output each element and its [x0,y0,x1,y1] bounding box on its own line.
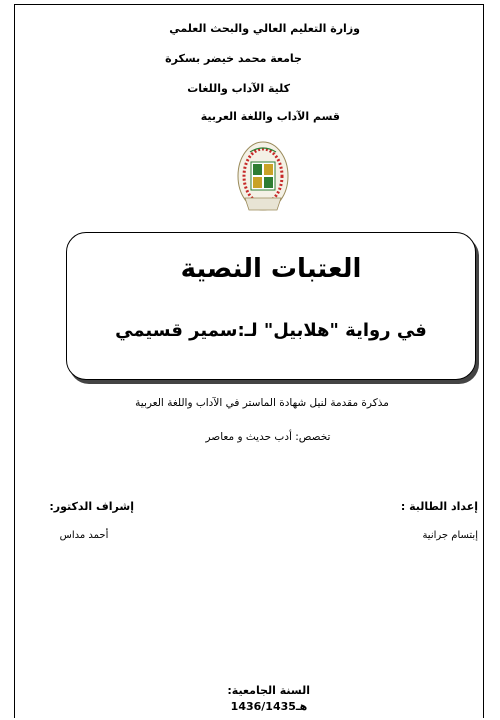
university-seal-icon [236,138,290,222]
title-frame [66,232,476,380]
faculty-heading: كلية الآداب واللغات [187,82,290,95]
academic-year-value: 1436/1435هـ [230,700,308,713]
ministry-heading: وزارة التعليم العالي والبحث العلمي [169,22,360,35]
degree-statement: مذكرة مقدمة لنيل شهادة الماستر في الآداب واللغة العربية [135,397,389,409]
student-label: إعداد الطالبة : [400,500,478,513]
specialty-line: تخصص: أدب حديث و معاصر [205,431,331,443]
student-name: إبتسام جرانية [422,530,478,541]
department-heading: قسم الآداب واللغة العربية [200,110,340,123]
supervisor-name: أحمد مداس [59,530,109,541]
thesis-title: العتبات النصية [180,254,362,284]
academic-year-label: السنة الجامعية: [227,684,310,697]
thesis-subtitle: في رواية "هلابيل" لـ:سمير قسيمي [115,320,427,341]
university-heading: جامعة محمد خيضر بسكرة [165,52,302,65]
supervisor-label: إشراف الدكتور: [49,500,134,513]
